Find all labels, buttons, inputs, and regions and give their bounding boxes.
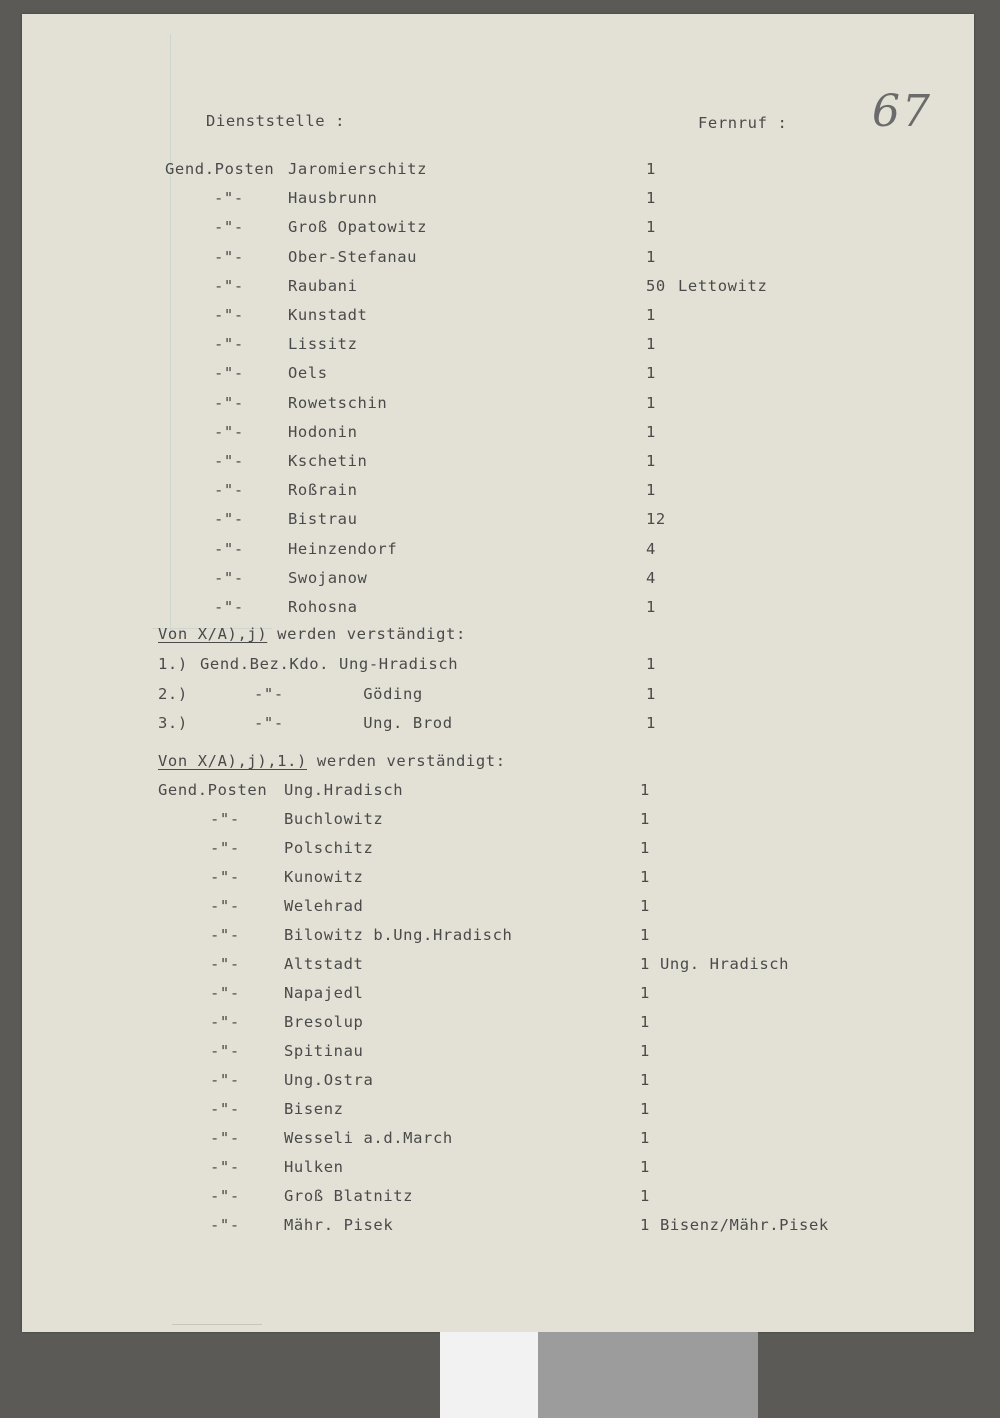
station-name: Swojanow (288, 568, 368, 587)
row-prefix: -"- (210, 1100, 240, 1118)
margin-line (170, 34, 171, 630)
station-name: Kunowitz (284, 868, 364, 886)
phone-number: 1 (646, 481, 656, 500)
row-prefix: -"- (214, 189, 244, 208)
station-name: -"- Ung. Brod (254, 714, 453, 732)
row-prefix: -"- (214, 422, 244, 441)
row-prefix: -"- (210, 897, 240, 915)
phone-number: 1 (646, 393, 656, 412)
station-name: Jaromierschitz (288, 160, 428, 178)
row-prefix: -"- (210, 1013, 240, 1031)
station-name: Hodonin (288, 422, 358, 441)
row-prefix: -"- (214, 510, 244, 529)
document-page (22, 14, 974, 1332)
row-prefix: -"- (210, 1158, 240, 1176)
station-name: Hulken (284, 1158, 344, 1176)
station-name: Mähr. Pisek (284, 1216, 394, 1234)
row-prefix: -"- (214, 393, 244, 412)
row-prefix: -"- (214, 276, 244, 295)
station-name: Rohosna (288, 598, 358, 616)
phone-number: 1 (640, 1216, 650, 1234)
station-name: Buchlowitz (284, 810, 384, 828)
station-name: Kschetin (288, 452, 368, 470)
phone-number: 1 (640, 781, 650, 799)
scan-calibration-strip-white (440, 1332, 538, 1418)
page-number: 67 (872, 86, 932, 137)
phone-number: 1 (640, 955, 650, 973)
phone-number: 1 (646, 598, 656, 616)
row-prefix: -"- (210, 1187, 240, 1205)
section-2-heading-ref: Von X/A),j) (158, 625, 268, 643)
station-name: Wesseli a.d.March (284, 1129, 453, 1147)
row-prefix: -"- (214, 598, 244, 616)
station-name: Bilowitz b.Ung.Hradisch (284, 926, 513, 944)
row-prefix: -"- (214, 247, 244, 266)
row-prefix: -"- (210, 1216, 240, 1234)
station-name: Ung.Hradisch (284, 781, 404, 799)
phone-number: 1 (646, 160, 656, 178)
station-name: Gend.Bez.Kdo. Ung-Hradisch (200, 655, 459, 673)
row-prefix: -"- (210, 1071, 240, 1089)
row-prefix: Gend.Posten (165, 160, 275, 178)
station-name: Heinzendorf (288, 539, 398, 558)
divider (172, 1324, 262, 1325)
phone-number: 1 (646, 306, 656, 324)
row-prefix: -"- (210, 839, 240, 857)
phone-number: 1 (640, 1158, 650, 1176)
phone-number: 4 (646, 568, 656, 587)
item-number: 2.) (158, 684, 188, 703)
row-prefix: -"- (210, 1129, 240, 1147)
phone-number: 1 (640, 897, 650, 915)
scan-calibration-strip-gray (538, 1332, 758, 1418)
row-prefix: -"- (210, 926, 240, 944)
section-2-heading (158, 625, 466, 643)
phone-number: 1 (640, 1129, 650, 1147)
row-prefix: -"- (214, 452, 244, 470)
phone-number: 1 (646, 218, 656, 237)
row-prefix: -"- (210, 955, 240, 973)
column-header-phone: Fernruf : (698, 114, 788, 132)
phone-exchange: Bisenz/Mähr.Pisek (660, 1216, 829, 1234)
station-name: Rowetschin (288, 393, 388, 412)
phone-number: 1 (646, 189, 656, 208)
phone-number: 1 (640, 810, 650, 828)
row-prefix: -"- (210, 984, 240, 1002)
phone-number: 1 (640, 1187, 650, 1205)
phone-number: 50 (646, 276, 666, 295)
phone-number: 1 (646, 247, 656, 266)
row-prefix: -"- (214, 218, 244, 237)
station-name: Groß Blatnitz (284, 1187, 414, 1205)
row-prefix: -"- (214, 364, 244, 383)
phone-number: 1 (646, 422, 656, 441)
row-prefix: -"- (214, 335, 244, 354)
row-prefix: -"- (210, 1042, 240, 1060)
phone-number: 4 (646, 539, 656, 558)
section-2-heading-text: werden verständigt: (267, 625, 466, 643)
station-name: Ober-Stefanau (288, 247, 418, 266)
station-name: Lissitz (288, 335, 358, 354)
phone-number: 1 (646, 655, 656, 673)
station-name: Bistrau (288, 510, 358, 529)
item-number: 3.) (158, 714, 188, 732)
station-name: Spitinau (284, 1042, 364, 1060)
row-prefix: -"- (210, 810, 240, 828)
station-name: Roßrain (288, 481, 358, 500)
station-name: Bisenz (284, 1100, 344, 1118)
row-prefix: Gend.Posten (158, 781, 268, 799)
station-name: Altstadt (284, 955, 364, 973)
phone-number: 1 (646, 452, 656, 470)
phone-exchange: Ung. Hradisch (660, 955, 790, 973)
phone-number: 1 (646, 335, 656, 354)
phone-number: 1 (646, 364, 656, 383)
column-header-office: Dienststelle : (206, 112, 346, 130)
phone-number: 1 (640, 1100, 650, 1118)
row-prefix: -"- (214, 306, 244, 324)
phone-number: 1 (640, 1042, 650, 1060)
station-name: Bresolup (284, 1013, 364, 1031)
phone-exchange: Lettowitz (678, 276, 768, 295)
phone-number: 1 (640, 839, 650, 857)
section-3-heading-ref: Von X/A),j),1.) (158, 752, 307, 770)
row-prefix: -"- (210, 868, 240, 886)
phone-number: 12 (646, 510, 666, 529)
station-name: Ung.Ostra (284, 1071, 374, 1089)
row-prefix: -"- (214, 568, 244, 587)
phone-number: 1 (646, 684, 656, 703)
station-name: Groß Opatowitz (288, 218, 428, 237)
station-name: Welehrad (284, 897, 364, 915)
phone-number: 1 (640, 1013, 650, 1031)
section-3-heading (158, 752, 506, 770)
section-3-heading-text: werden verständigt: (306, 752, 506, 770)
phone-number: 1 (640, 926, 650, 944)
phone-number: 1 (640, 1071, 650, 1089)
phone-number: 1 (646, 714, 656, 732)
station-name: Oels (288, 364, 328, 383)
station-name: Polschitz (284, 839, 374, 857)
phone-number: 1 (640, 868, 650, 886)
station-name: -"- Göding (254, 684, 423, 703)
station-name: Napajedl (284, 984, 364, 1002)
row-prefix: -"- (214, 539, 244, 558)
row-prefix: -"- (214, 481, 244, 500)
station-name: Kunstadt (288, 306, 368, 324)
station-name: Hausbrunn (288, 189, 378, 208)
item-number: 1.) (158, 655, 188, 673)
station-name: Raubani (288, 276, 358, 295)
phone-number: 1 (640, 984, 650, 1002)
